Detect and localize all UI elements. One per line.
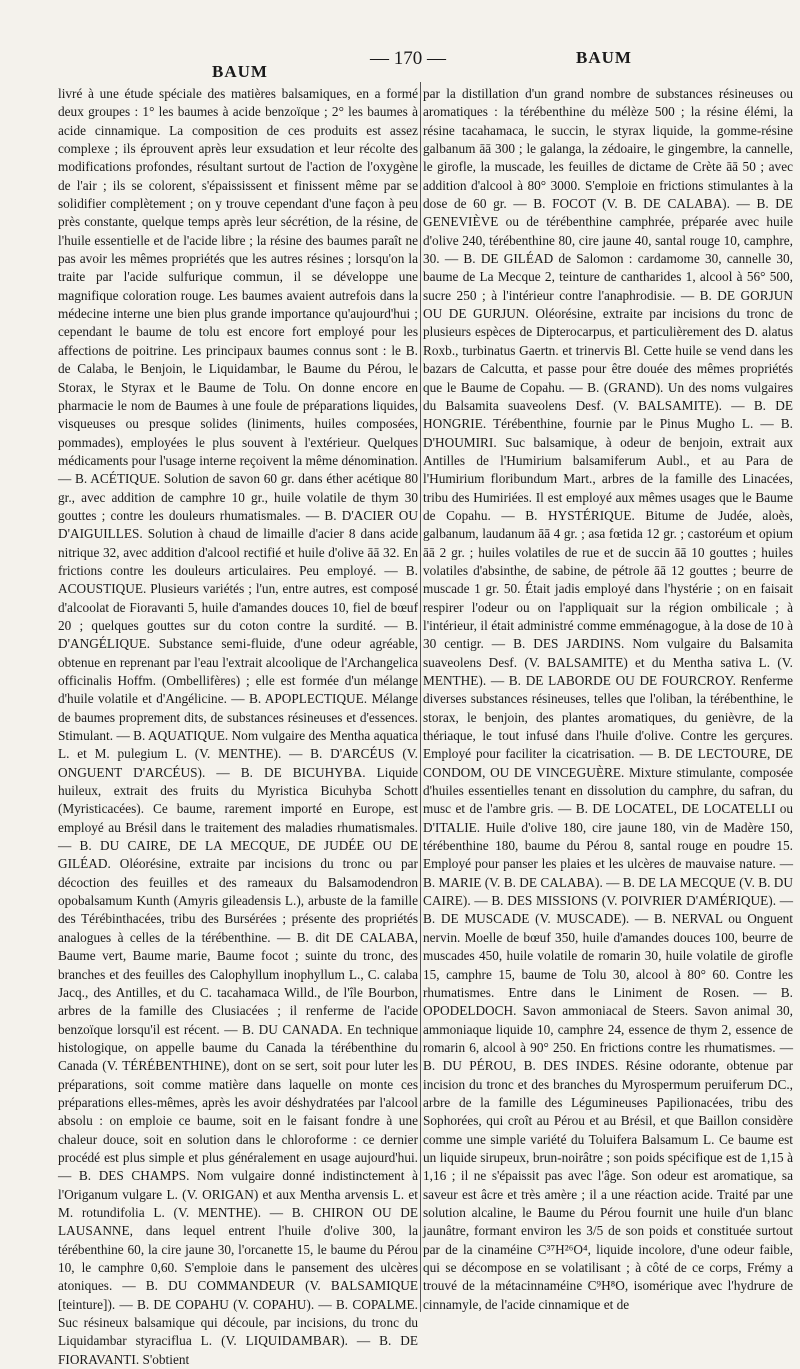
page-number: — 170 —	[370, 48, 446, 69]
running-head-left: BAUM	[212, 62, 268, 81]
left-column-text: livré à une étude spéciale des matières balsamiques, en a formé deux groupes : 1° les baumes à acide benzoïque ; 2° les baumes à acide cinnamique. La composition de ces produits est assez complexe ; ils éprouvent après leur exsudation et leur récolte des modifications profondes, résultant surtout de l'action de l'oxygène de l'air ; ils se colorent, s'épaississent et finissent même par se solidifier complètement ; on y trouve cependant d'une façon à peu près constante, quelque temps après leur sécrétion, de la résine, de l'huile essentielle et de l'acide libre ; la résine des baumes paraît ne pas avoir les mêmes propriétés que les autres résines ; lorsqu'on la traite par l'acide sulfurique commun, il se développe une magnifique coloration rouge. Les baumes avaient autrefois dans la médecine interne une bien plus grande importance qu'aujourd'hui ; cependant le baume de tolu est encore fort employé pour les affections de poitrine. Les principaux baumes connus sont : le B. de Calaba, le Benjoin, le Liquidambar, le Baume du Pérou, le Storax, le Styrax et le Baume de Tolu. On donne encore en pharmacie le nom de Baumes à une foule de préparations liquides, visqueuses ou presque solides (liniments, huiles composées, pommades), employées le plus souvent à l'extérieur. Quelques médicaments pour l'usage interne reçoivent la même dénomination. — B. ACÉTIQUE. Solution de savon 60 gr. dans éther acétique 80 gr., avec addition de camphre 10 gr., huile volatile de thym 30 gouttes ; contre les douleurs rhumatismales. — B. D'ACIER OU D'AIGUILLES. Solution à chaud de limaille d'acier 8 dans acide nitrique 32, avec addition d'alcool rectifié et huile d'olive āā 32. En frictions contre les douleurs articulaires. Peu employé. — B. ACOUSTIQUE. Plusieurs variétés ; l'un, entre autres, est composé d'alcoolat de Fioravanti 5, huile d'amandes douces 10, fiel de bœuf 20 ; quelques gouttes sur du coton contre la surdité. — B. D'ANGÉLIQUE. Substance semi-fluide, d'une odeur agréable, obtenue en reprenant par l'eau l'extrait alcoolique de l'Archangelica officinalis Hoffm. (Ombellifères) ; elle est formée d'un mélange d'huile volatile et d'Angélicine. — B. APOPLECTIQUE. Mélange de baumes proprement dits, de substances résineuses et d'essences. Stimulant. — B. AQUATIQUE. Nom vulgaire des Mentha aquatica L. et M. pulegium L. (V. MENTHE). — B. D'ARCÉUS (V. ONGUENT D'ARCÉUS). — B. DE BICUHYBA. Liquide huileux, extrait des fruits du Myristica Bicuhyba Schott (Myristicacées). Ce baume, rarement importé en Europe, est employé au Brésil dans le traitement des maladies rhumatismales. — B. DU CAIRE, DE LA MECQUE, DE JUDÉE OU DE GILÉAD. Oléorésine, extraite par incisions du tronc ou par décoction des feuilles et des rameaux du Balsamodendron opobalsamum Kunth (Amyris gileadensis L.), arbuste de la famille des Térébinthacées, tribu des Bursérées ; présente des propriétés analogues à celles de la térébenthine. — B. dit DE CALABA, Baume vert, Baume marie, Baume focot ; suinte du tronc, des branches et des feuilles des Calophyllum inophyllum L., C. calaba Jacq., des Antilles, et du C. tacahamaca Willd., de l'île Bourbon, arbres de la famille des Clusiacées ; il renferme de l'acide benzoïque lorsqu'il est récent. — B. DU CANADA. En technique histologique, on appelle baume du Canada la térébenthine du Canada (V. TÉRÉBENTHINE), dont on se sert, soit pour luter les préparations, soit comme matière dans laquelle on monte ces préparations elles-mêmes, après les avoir déshydratées par l'alcool absolu : on emploie ce baume, soit en le faisant fondre à une chaleur douce, soit en solution dans le chloroforme : ce dernier procédé est plus simple et plus généralement en usage aujourd'hui. — B. DES CHAMPS. Nom vulgaire donné indistinctement à l'Origanum vulgare L. (V. ORIGAN) et aux Mentha arvensis L. et M. rotundifolia L. (V. MENTHE). — B. CHIRON OU DE LAUSANNE, dans lequel entrent l'huile d'olive 300, la térébenthine 60, la cire jaune 30, l'orcanette 15, le baume du Pérou 10, le camphre 0,60. S'emploie dans le pansement des ulcères atoniques. — B. DU COMMANDEUR (V. BALSAMIQUE [teinture]). — B. DE COPAHU (V. COPAHU). — B. COPALME. Suc résineux balsamique qui découle, par incisions, du tronc du Liquidambar styraciflua L. (V. LIQUIDAMBAR). — B. DE FIORAVANTI. S'obtient	[58, 86, 418, 1367]
left-column	[58, 85, 418, 1367]
column-divider	[420, 82, 421, 1312]
running-head-right: BAUM	[576, 48, 632, 67]
page-header	[0, 40, 800, 80]
right-column-text: par la distillation d'un grand nombre de substances résineuses ou aromatiques : la térébenthine du mélèze 500 ; la résine élémi, la résine tacahamaca, le succin, le styrax liquide, la gomme-résine galbanum āā 300 ; le galanga, la zédoaire, le gingembre, la cannelle, le girofle, la muscade, les feuilles de dictame de Crète āā 50 ; avec addition d'alcool à 80° 3000. S'emploie en frictions stimulantes à la dose de 60 gr. — B. FOCOT (V. B. DE CALABA). — B. DE GENEVIÈVE ou de térébenthine camphrée, préparée avec huile d'olive 240, térébenthine 80, cire jaune 40, santal rouge 10, camphre, 30. — B. DE GILÉAD de Salomon : cardamome 30, cannelle 30, baume de La Mecque 2, teinture de cantharides 1, alcool à 56° 500, sucre 250 ; à l'intérieur contre l'anaphrodisie. — B. DE GORJUN OU DE GURJUN. Oléorésine, extraite par incisions du tronc de plusieurs espèces de Dipterocarpus, et particulièrement des D. alatus Roxb., turbinatus Gaertn. et trinervis Bl. Cette huile se vend dans les bazars de Calcutta, et passe pour être douée des mêmes propriétés que le Baume de Copahu. — B. (GRAND). Un des noms vulgaires du Balsamita suaveolens Desf. (V. BALSAMITE). — B. DE HONGRIE. Térébenthine, fournie par le Pinus Mugho L. — B. D'HOUMIRI. Suc balsamique, à odeur de benjoin, extrait aux Antilles de l'Humirium balsamiferum Aubl., et au Para de l'Humirium floribundum Mart., arbres de la famille des Linacées, tribu des Humiriées. Il est employé aux mêmes usages que le Baume de Copahu. — B. HYSTÉRIQUE. Bitume de Judée, aloès, galbanum, laudanum āā 4 gr. ; asa fœtida 12 gr. ; castoréum et opium āā 2 gr. ; huiles volatiles de rue et de succin āā 10 gouttes ; huiles volatiles d'absinthe, de sabine, de pétrole āā 12 gouttes ; beurre de muscade 1 gr. 50. Était jadis employé dans l'hystérie ; on en faisait respirer l'odeur ou on l'appliquait sur la région ombilicale ; à l'intérieur, il était administré comme emménagogue, à la dose de 10 à 30 centigr. — B. DES JARDINS. Nom vulgaire du Balsamita suaveolens Desf. (V. BALSAMITE) et du Mentha sativa L. (V. MENTHE). — B. DE LABORDE OU DE FOURCROY. Renferme diverses substances résineuses, telles que l'oliban, la térébenthine, le storax, le benjoin, des plantes aromatiques, du genièvre, de la thériaque, le tout infusé dans l'huile d'olive. Contre les gerçures. Employé pour faciliter la cicatrisation. — B. DE LECTOURE, DE CONDOM, OU DE VINCEGUÈRE. Mixture stimulante, composée d'huiles essentielles tenant en dissolution du camphre, du safran, du musc et de l'ambre gris. — B. DE LOCATEL, DE LOCATELLI ou D'ITALIE. Huile d'olive 180, cire jaune 180, vin de Madère 150, térébenthine 180, baume du Pérou 8, santal rouge en poudre 15. Employé pour panser les plaies et les ulcères de mauvaise nature. — B. MARIE (V. B. DE CALABA). — B. DE LA MECQUE (V. B. DU CAIRE). — B. DES MISSIONS (V. POIVRIER D'AMÉRIQUE). — B. DE MUSCADE (V. MUSCADE). — B. NERVAL ou Onguent nervin. Moelle de bœuf 350, huile d'amandes douces 100, beurre de muscades 450, huile volatile de romarin 30, huile volatile de girofle 15, camphre 15, baume de Tolu 30, alcool à 80° 60. Contre les rhumatismes. Entre dans le Liniment de Rosen. — B. OPODELDOCH. Savon ammoniacal de Steers. Savon animal 30, ammoniaque liquide 10, camphre 24, essence de thym 2, essence de romarin 6, alcool à 90° 250. En frictions contre les rhumatismes. — B. DU PÉROU, B. DES INDES. Résine odorante, obtenue par incision du tronc et des branches du Myrospermum peruiferum DC., arbre de la famille des Légumineuses Papilionacées, tribu des Sophorées, qui croît au Pérou et au Brésil, et que Baillon considère comme une simple variété du Toluifera Balsamum L. Ce baume est un liquide sirupeux, brun-noirâtre ; son poids spécifique est de 1,15 à 1,16 ; il ne s'épaissit pas avec l'âge. Son odeur est aromatique, sa saveur est âcre et très amère ; il a une réaction acide. Traité par une solution alcaline, le Baume du Pérou fournit une huile d'un blanc jaunâtre, formant environ les 3/5 de son poids et constituée surtout par de la cinaméine C³⁷H²⁶O⁴, liquide incolore, d'une odeur faible, qui se décompose en se volatilisant ; à côté de ce corps, Frémy a trouvé de la métacinnaméine C⁹H⁸O, isomérique avec l'hydrure de cinnamyle, de l'acide cinnamique et de	[423, 86, 793, 1312]
right-column	[423, 85, 793, 1310]
